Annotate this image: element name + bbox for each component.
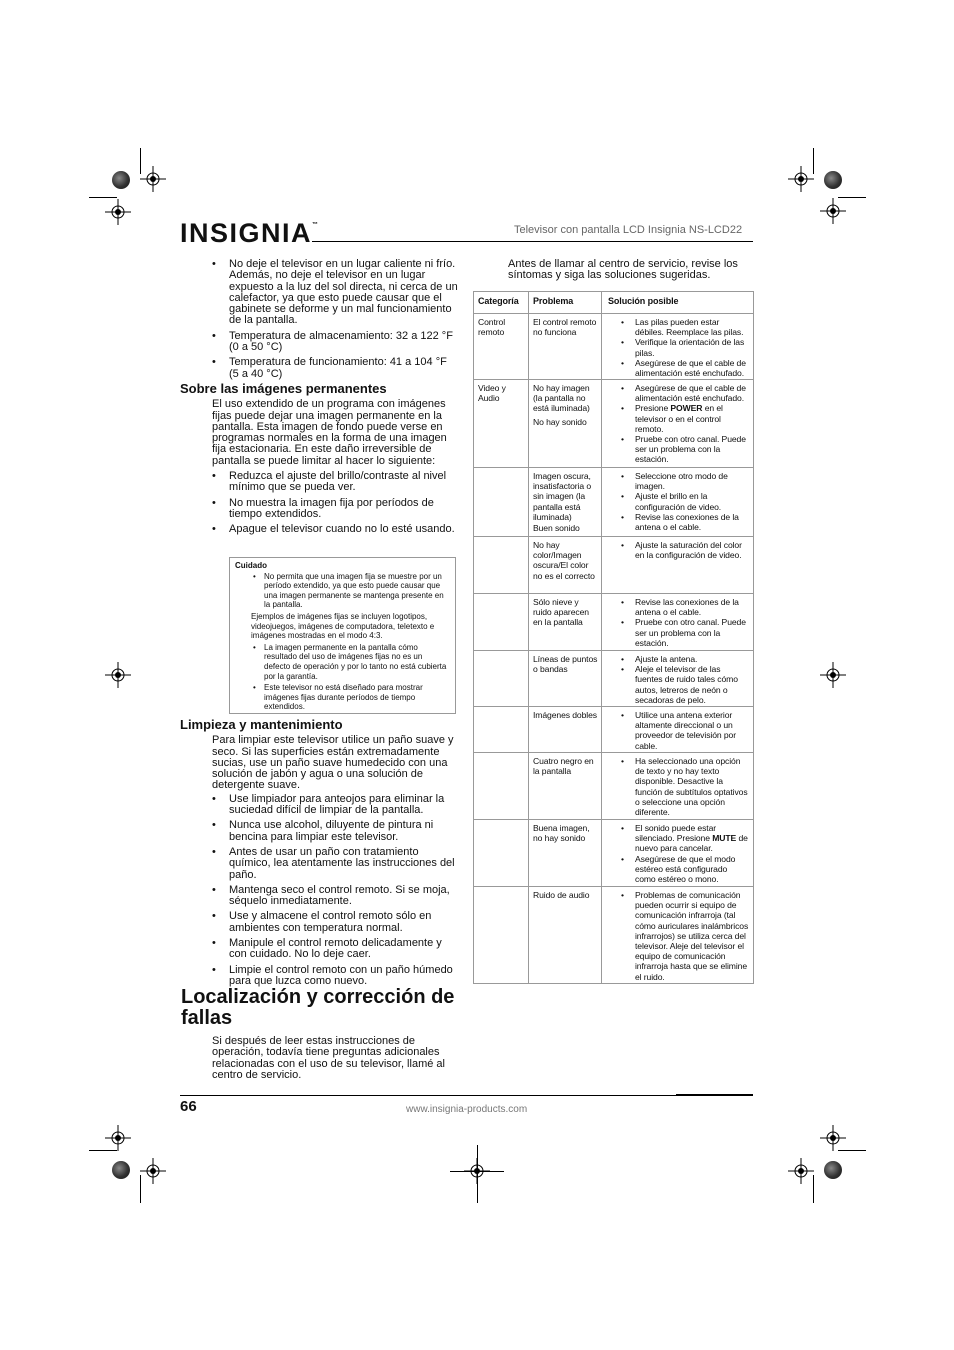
crop-line	[838, 1150, 866, 1151]
category-cell	[474, 707, 529, 753]
registration-mark-icon	[105, 199, 131, 225]
problem-cell: Buena imagen, no hay sonido	[529, 820, 602, 887]
footer-rule	[180, 1095, 753, 1096]
solution-item: • Asegúrese de que el cable de alimentación esté enchufado.	[608, 383, 750, 403]
list-item: • Antes de usar un paño con tratamiento químico, lea atentamente las instrucciones del paño.	[212, 847, 462, 881]
registration-mark-icon	[788, 166, 814, 192]
solution-item: • Aleje el televisor de las fuentes de ruido tales cómo autos, letreros de neón o secadoras de pelo.	[608, 664, 750, 705]
solution-item: • Ajuste la antena.	[608, 654, 750, 664]
crop-line	[140, 148, 141, 174]
category-cell	[474, 651, 529, 707]
list-item: • Use y almacene el control remoto sólo en ambientes con temperatura normal.	[212, 911, 462, 934]
registration-mark-icon	[140, 166, 166, 192]
table-row	[474, 706, 753, 753]
table-row	[474, 379, 753, 468]
problem-text: No hay sonido	[533, 416, 587, 427]
section-paragraph: Para limpiar este televisor utilice un paño suave y seco. Si las superficies están extremadamente sucias, use un paño suave humedecido con una solución de jabón y agua o una solución de detergente suave.	[212, 734, 454, 792]
category-cell	[474, 753, 529, 820]
list-item: • Temperatura de funcionamiento: 41 a 104 °F (5 a 40 °C)	[212, 357, 458, 380]
solution-item: • Ajuste el brillo en la configuración de video.	[608, 491, 750, 511]
solution-item: • Utilice una antena exterior altamente direccional o un proveedor de televisión por cable.	[608, 710, 750, 751]
section-permanent-images	[180, 383, 462, 540]
column-header: Categoría	[474, 292, 529, 313]
list-item: • No muestra la imagen fija por períodos de tiempo extendidos.	[212, 498, 462, 521]
header-title: Televisor con pantalla LCD Insignia NS-LCD22	[514, 224, 743, 236]
crop-line	[477, 1145, 478, 1203]
problem-cell: Sólo nieve y ruido aparecen en la pantalla	[529, 594, 602, 651]
list-item: • Temperatura de almacenamiento: 32 a 122 °F (0 a 50 °C)	[212, 331, 458, 354]
table-row	[474, 886, 753, 984]
crop-line	[813, 148, 814, 174]
registration-mark-icon	[820, 662, 846, 688]
table-row	[474, 467, 753, 537]
problem-cell: Ruido de audio	[529, 887, 602, 984]
troubleshooting-intro	[212, 1036, 462, 1081]
solution-cell	[602, 753, 753, 820]
category-cell	[474, 537, 529, 594]
solution-cell	[602, 468, 753, 537]
category-cell	[474, 468, 529, 537]
category-cell	[474, 820, 529, 887]
problem-cell: El control remoto no funciona	[529, 314, 602, 380]
list-item: • Limpie el control remoto con un paño húmedo para que luzca como nuevo.	[212, 965, 462, 988]
registration-mark-icon	[140, 1158, 166, 1184]
category-cell	[474, 887, 529, 984]
registration-mark-icon	[820, 198, 846, 224]
column-header: Solución posible	[608, 296, 679, 306]
caution-item: • No permita que una imagen fija se muestre por un período extendido, ya que esto puede causar que una imagen permanente se mantenga presente en la pantalla.	[235, 572, 450, 610]
solution-item: • Ajuste la saturación del color en la configuración de video.	[608, 540, 750, 560]
caution-item: • Este televisor no está diseñado para mostrar imágenes fijas durante períodos de tiempo extendidos.	[235, 683, 450, 712]
category-cell: Control remoto	[474, 314, 529, 380]
solution-item: • Ha seleccionado una opción de texto y no hay texto disponible. Desactive la función de subtítulos optativos o seleccione una opción diferente.	[608, 756, 750, 817]
crop-line	[89, 197, 117, 198]
color-ball-icon	[112, 1161, 130, 1179]
list-item: • No deje el televisor en un lugar caliente ni frío. Además, no deje el televisor en un lugar expuesto a la luz del sol directa, ni cerca de un calefactor, ya que esto puede causar que el gabinete se deforme y un mal funcionamiento de la pantalla.	[212, 259, 458, 327]
problem-text: No hay imagen (la pantalla no está iluminada)	[533, 383, 590, 414]
logo-tm: ™	[312, 222, 319, 228]
solution-item	[608, 403, 750, 434]
solution-cell	[602, 820, 753, 887]
list-item: • Use limpiador para anteojos para eliminar la suciedad difícil de limpiar de la pantalla.	[212, 794, 462, 817]
list-item: • Mantenga seco el control remoto. Si se moja, séquelo inmediatamente.	[212, 885, 462, 908]
footer-rule-accent	[676, 1094, 753, 1096]
key-power: POWER	[670, 403, 703, 414]
footer-url[interactable]: www.insignia-products.com	[406, 1104, 528, 1115]
solution-cell	[602, 707, 753, 753]
registration-mark-icon	[105, 1125, 131, 1151]
table-row	[474, 752, 753, 820]
solution-item: • Pruebe con otro canal. Puede ser un problema con la estación.	[608, 617, 750, 648]
section-title: Sobre las imágenes permanentes	[180, 381, 387, 396]
problem-cell: Imágenes dobles	[529, 707, 602, 753]
solution-cell	[602, 380, 753, 468]
color-ball-icon	[824, 1161, 842, 1179]
caution-box	[229, 557, 456, 714]
caution-item: • La imagen permanente en la pantalla cómo resultado del uso de imágenes fijas no es un defecto de operación y por lo tanto no está cubierta por la garantía.	[235, 643, 450, 681]
solution-item: • Revise las conexiones de la antena o el cable.	[608, 512, 750, 532]
logo-text: INSIGNIA	[180, 218, 313, 248]
problem-cell	[529, 380, 602, 468]
caution-paragraph: Ejemplos de imágenes fijas se incluyen logotipos, videojuegos, imágenes de computadora, teletexto e imágenes mostradas en el modo 4:3.	[251, 611, 435, 641]
table-row	[474, 819, 753, 887]
problem-cell: Líneas de puntos o bandas	[529, 651, 602, 707]
category-cell	[474, 594, 529, 651]
table-row	[474, 593, 753, 651]
solution-text: Presione	[635, 403, 669, 414]
section-paragraph: El uso extendido de un programa con imágenes fijas puede dejar una imagen permanente en la pantalla. Esta imagen de fondo puede verse en programas normales en la forma de una imagen fija estacionaria. En este daño irreversible de pantalla se puede limitar al hacer lo siguiente:	[212, 398, 447, 467]
insignia-logo	[180, 218, 318, 249]
solution-cell	[602, 594, 753, 651]
solution-item: • Asegúrese de que el cable de alimentación esté enchufado.	[608, 358, 750, 378]
table-intro-text: Antes de llamar al centro de servicio, revise los síntomas y siga las soluciones sugeridas.	[508, 258, 738, 282]
problem-cell	[529, 468, 602, 537]
solution-cell	[602, 651, 753, 707]
problem-text: Buen sonido	[533, 523, 580, 534]
solution-item: • Seleccione otro modo de imagen.	[608, 471, 750, 491]
registration-mark-icon	[820, 1125, 846, 1151]
solution-item: • Las pilas pueden estar débiles. Reemplace las pilas.	[608, 317, 750, 337]
list-item: • Manipule el control remoto delicadamente y con cuidado. No lo deje caer.	[212, 938, 462, 961]
list-item: • Nunca use alcohol, diluyente de pintura ni bencina para limpiar este televisor.	[212, 820, 462, 843]
color-ball-icon	[824, 171, 842, 189]
table-row	[474, 536, 753, 594]
solution-item: • Pruebe con otro canal. Puede ser un problema con la estación.	[608, 434, 750, 465]
troubleshooting-table	[473, 291, 754, 984]
problem-text: Imagen oscura, insatisfactoria o sin imagen (la pantalla está iluminada)	[533, 471, 592, 522]
list-item: • Apague el televisor cuando no lo esté usando.	[212, 524, 462, 535]
header-rule	[312, 241, 753, 242]
solution-cell	[602, 887, 753, 984]
crop-line	[838, 197, 866, 198]
column-header: Problema	[529, 292, 602, 313]
table-row	[474, 313, 753, 380]
section-title: Limpieza y mantenimiento	[180, 717, 343, 732]
section-paragraph: Si después de leer estas instrucciones de operación, todavía tiene preguntas adicionales relacionadas con el uso de su televisor, llamé al centro de servicio.	[212, 1035, 445, 1081]
color-ball-icon	[112, 171, 130, 189]
problem-cell: No hay color/Imagen oscura/El color no es el correcto	[529, 537, 602, 594]
category-cell: Video y Audio	[474, 380, 529, 468]
list-item: • Reduzca el ajuste del brillo/contraste al nivel mínimo que se pueda ver.	[212, 471, 462, 494]
registration-mark-icon	[788, 1158, 814, 1184]
solution-item: • Verifique la orientación de las pilas.	[608, 337, 750, 357]
solution-item	[608, 823, 750, 854]
solution-item: • Revise las conexiones de la antena o el cable.	[608, 597, 750, 617]
page-title: Localización y corrección de fallas	[181, 986, 455, 1029]
solution-text: El sonido puede estar silenciado. Presione	[635, 823, 717, 844]
solution-item: • Problemas de comunicación pueden ocurrir si equipo de comunicación infrarroja (tal cómo auriculares inalámbricos infrarrojos) se utiliza cerca del televisor. Aleje del televisor el equipo de comunicación infrarroja hasta que se elimine el ruido.	[608, 890, 750, 982]
crop-line	[813, 1175, 814, 1203]
page-number: 66	[180, 1098, 197, 1115]
registration-mark-icon	[105, 662, 131, 688]
table-intro	[508, 259, 754, 282]
key-mute: MUTE	[712, 833, 737, 844]
solution-cell	[602, 314, 753, 380]
crop-line	[89, 1150, 117, 1151]
crop-line	[140, 1175, 141, 1203]
solution-text: de nuevo para cancelar.	[635, 833, 748, 854]
solution-item: • Asegúrese de que el modo estéreo está configurado como estéreo o mono.	[608, 854, 750, 885]
solution-text: en el televisor o en el control remoto.	[635, 403, 723, 434]
section-cleaning	[180, 719, 462, 991]
intro-bullets	[212, 259, 458, 384]
problem-cell: Cuatro negro en la pantalla	[529, 753, 602, 820]
solution-cell	[602, 537, 753, 594]
caution-title: Cuidado	[235, 561, 267, 570]
table-row	[474, 650, 753, 707]
table-header-row	[474, 292, 753, 313]
